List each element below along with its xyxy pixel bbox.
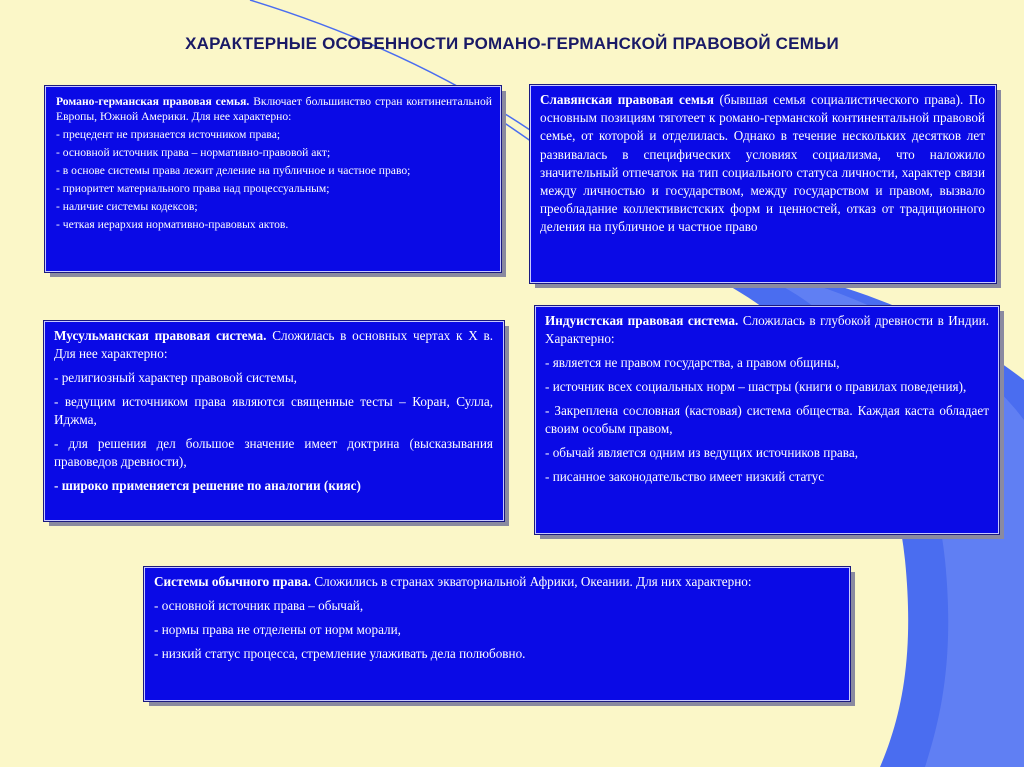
muslim-heading: Мусульманская правовая система. bbox=[54, 328, 267, 343]
customary-intro bbox=[154, 573, 839, 591]
romano-germanic-item: - приоритет материального права над процессуальным; bbox=[56, 182, 330, 195]
romano-germanic-heading: Романо-германская правовая семья. bbox=[56, 95, 250, 108]
romano-germanic-item: - прецедент не признается источником права; bbox=[56, 128, 281, 141]
romano-germanic-intro-text: Включает большинство стран континентальной Европы, Южной Америки. Для нее характерно: bbox=[56, 95, 492, 123]
hindu-heading: Индуистская правовая система. bbox=[545, 313, 739, 328]
romano-germanic-item: - в основе системы права лежит деление на публичное и частное право; bbox=[56, 164, 411, 177]
romano-germanic-item: - наличие системы кодексов; bbox=[56, 200, 198, 213]
customary-intro-text: Сложились в странах экваториальной Африки, Океании. Для них характерно: bbox=[314, 574, 752, 589]
customary-law-box bbox=[144, 567, 850, 701]
romano-germanic-family-box bbox=[45, 86, 501, 272]
romano-germanic-item: - основной источник права – нормативно-правовой акт; bbox=[56, 146, 331, 159]
slavic-paragraph bbox=[540, 91, 985, 237]
slavic-text: (бывшая семья социалистического права). По основным позициям тяготеет к романо-германской континентальной правовой семье, от которой и отделилась. Однако в течение нескольких десятков лет развивалась в специфических условиях социализма, что наложило значительный отпечаток на тип социального статуса личности, характер связи между личностью и государством, между государством и правом, вызвало преобладание коллективистских форм и ценностей, отказ от традиционного деления на публичное и частное право bbox=[540, 92, 985, 235]
hindu-item: - источник всех социальных норм – шастры (книги о правилах поведения), bbox=[545, 379, 967, 394]
hindu-item: - Закреплена сословная (кастовая) система общества. Каждая каста обладает своим особым правом, bbox=[545, 403, 989, 436]
muslim-item: - религиозный характер правовой системы, bbox=[54, 370, 297, 385]
hindu-intro bbox=[545, 312, 989, 348]
customary-item: - нормы права не отделены от норм морали, bbox=[154, 622, 401, 637]
hindu-item: - писанное законодательство имеет низкий статус bbox=[545, 469, 825, 484]
hindu-system-box bbox=[535, 306, 999, 534]
romano-germanic-intro bbox=[56, 94, 492, 124]
customary-item: - основной источник права – обычай, bbox=[154, 598, 364, 613]
romano-germanic-item: - четкая иерархия нормативно-правовых актов. bbox=[56, 218, 289, 231]
muslim-item: - для решения дел большое значение имеет доктрина (высказывания правоведов древности), bbox=[54, 436, 493, 469]
hindu-item: - является не правом государства, а правом общины, bbox=[545, 355, 840, 370]
muslim-item: - ведущим источником права являются священные тесты – Коран, Сулла, Иджма, bbox=[54, 394, 493, 427]
muslim-intro bbox=[54, 327, 493, 363]
hindu-item: - обычай является одним из ведущих источников права, bbox=[545, 445, 858, 460]
slavic-heading: Славянская правовая семья bbox=[540, 92, 714, 107]
customary-heading: Системы обычного права. bbox=[154, 574, 312, 589]
muslim-item-bold: - широко применяется решение по аналогии (кияс) bbox=[54, 478, 361, 493]
muslim-intro-text: Сложилась в основных чертах к X в. Для нее характерно: bbox=[54, 328, 493, 361]
slavic-family-box bbox=[530, 85, 996, 283]
customary-item: - низкий статус процесса, стремление улаживать дела полюбовно. bbox=[154, 646, 526, 661]
page-title: ХАРАКТЕРНЫЕ ОСОБЕННОСТИ РОМАНО-ГЕРМАНСКОЙ ПРАВОВОЙ СЕМЬИ bbox=[185, 34, 839, 53]
muslim-system-box bbox=[44, 321, 504, 521]
hindu-intro-text: Сложилась в глубокой древности в Индии. Характерно: bbox=[545, 313, 989, 346]
